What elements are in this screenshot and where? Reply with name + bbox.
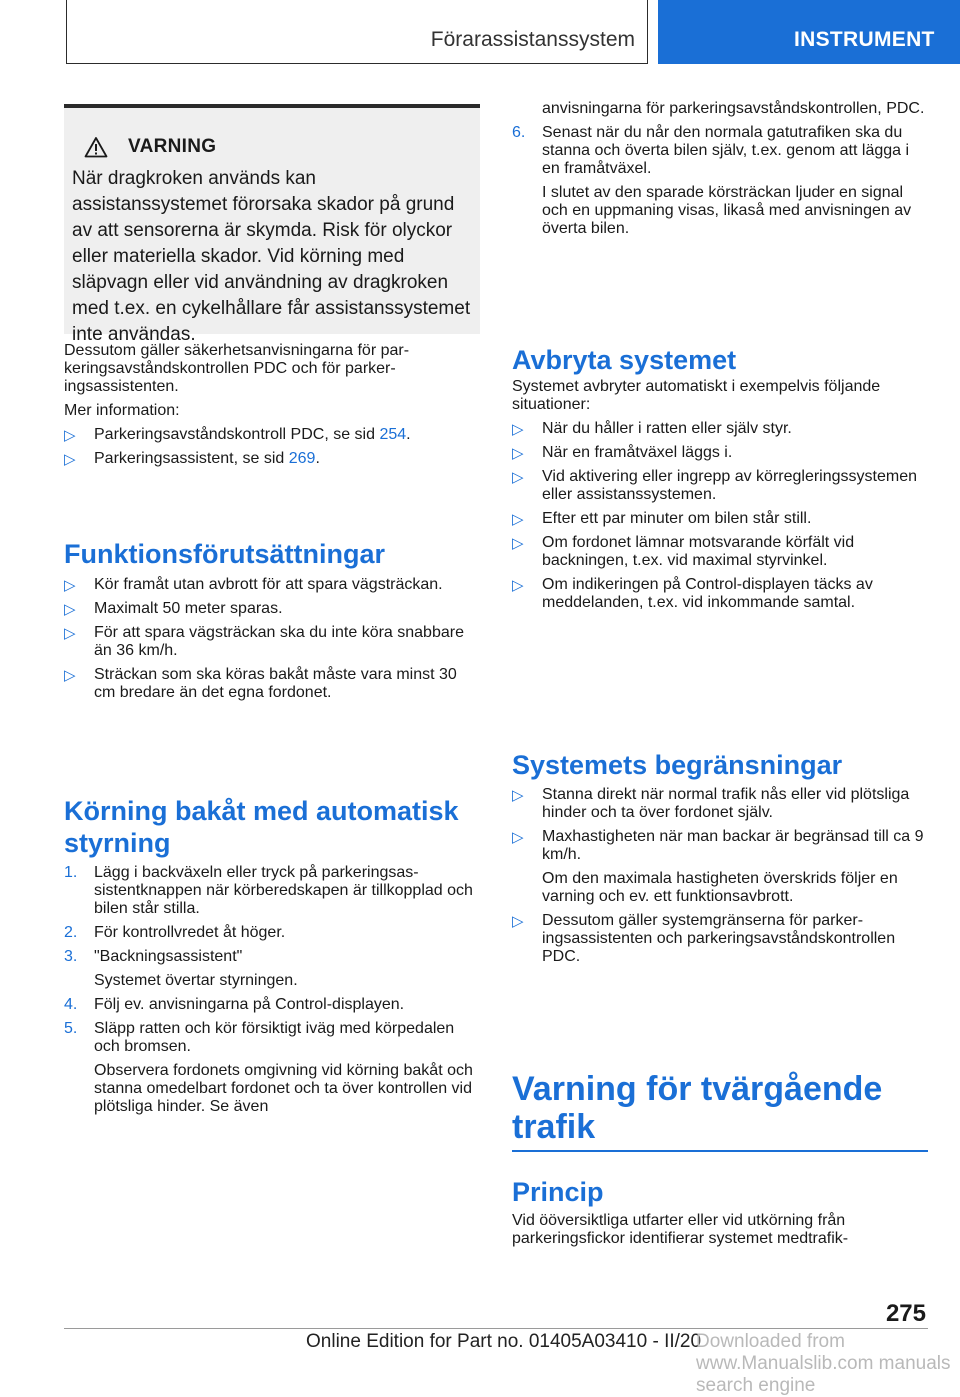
chapter-tab[interactable]: INSTRUMENT xyxy=(658,0,960,64)
triangle-right-outline-icon: ▷ xyxy=(64,667,76,684)
triangle-right-outline-icon: ▷ xyxy=(64,427,76,444)
triangle-right-outline-icon: ▷ xyxy=(512,445,524,462)
list-item: ▷ Om indikeringen på Control-displayen täcks av meddelanden, t.ex. vid inkommande samtal. xyxy=(512,576,873,611)
functions-list xyxy=(64,570,482,702)
list-item: ▷ Sträckan som ska köras bakåt måste vara minst 30 cm bredare än det egna fordonet. xyxy=(64,666,457,701)
steps-list xyxy=(64,858,482,1116)
list-item: ▷ När du håller i ratten eller själv styr. xyxy=(512,420,792,438)
triangle-right-outline-icon: ▷ xyxy=(64,601,76,618)
triangle-right-outline-icon: ▷ xyxy=(64,625,76,642)
edition-text: Online Edition for Part no. 01405A03410 - II/20 xyxy=(306,1331,702,1352)
header-box xyxy=(66,0,648,64)
page-number: 275 xyxy=(885,1300,926,1327)
list-item: ▷ Parkeringsavståndskontroll PDC, se sid 254. xyxy=(64,426,411,444)
warning-heading xyxy=(84,134,472,160)
triangle-right-outline-icon: ▷ xyxy=(512,787,524,804)
warning-box xyxy=(64,104,480,345)
more-info-label: Mer information: xyxy=(64,402,180,419)
warning-triangle-icon xyxy=(84,136,108,158)
list-item: ▷ Stanna direkt när normal trafik nås eller vid plötsliga hinder och ta över fordonet själv. xyxy=(512,786,910,821)
abort-block xyxy=(512,378,930,612)
triangle-right-outline-icon: ▷ xyxy=(512,421,524,438)
section-title: Förarassistanssystem xyxy=(430,28,635,51)
list-item: ▷ Vid aktivering eller ingrepp av körregleringssystemen eller assistanssystemen. xyxy=(512,468,917,503)
intro-paragraph: Dessutom gäller säkerhetsanvisningarna för parkeringsavståndskontrollen PDC och för parkeringsassistenten. xyxy=(64,342,410,395)
list-item: 4. Följ ev. anvisningarna på Control-displayen. xyxy=(64,996,405,1013)
list-item: ▷ Dessutom gäller systemgränserna för parkeringsassistenten och parkeringsavståndskontrollen PDC. xyxy=(512,912,896,965)
list-item: 3. "Backningsassistent" xyxy=(64,948,243,965)
list-item: 6. Senast när du når den normala gatutrafiken ska du stanna och överta bilen själv, t.ex. genom att lägga i en framåtväxel. xyxy=(512,124,910,177)
heading-limits: Systemets begränsningar xyxy=(512,750,843,780)
list-item: ▷ Kör framåt utan avbrott för att spara vägsträckan. xyxy=(64,576,443,594)
section-rule xyxy=(512,1150,928,1152)
heading-principle: Princip xyxy=(512,1177,604,1207)
footer-rule xyxy=(64,1328,928,1329)
triangle-right-outline-icon: ▷ xyxy=(64,451,76,468)
triangle-right-outline-icon: ▷ xyxy=(64,577,76,594)
heading-cross-traffic: Varning för tvärgående trafik xyxy=(512,1070,883,1146)
triangle-right-outline-icon: ▷ xyxy=(512,913,524,930)
warning-text: När dragkroken används kan assistanssystemet förorsaka skador på grund av att sensorerna är skymda. Risk för olyckor eller materiella skador. Vid körning med släpvagn eller vid användning av dragkroken med t.ex. en cykelhållare får assistanssystemet inte användas. xyxy=(72,168,471,345)
heading-abort: Avbryta systemet xyxy=(512,345,737,375)
warning-title: VARNING xyxy=(128,136,217,157)
list-item: ▷ Parkeringsassistent, se sid 269. xyxy=(64,450,320,468)
left-intro-block xyxy=(64,342,482,468)
list-item: ▷ Om fordonet lämnar motsvarande körfält vid backningen, t.ex. vid maximal styrvinkel. xyxy=(512,534,855,569)
triangle-right-outline-icon: ▷ xyxy=(512,469,524,486)
list-item: ▷ Efter ett par minuter om bilen står still. xyxy=(512,510,812,528)
abort-intro: Systemet avbryter automatiskt i exempelvis följande situationer: xyxy=(512,378,881,413)
step-note: I slutet av den sparade körsträckan ljuder en signal och en uppmaning visas, likaså med anvisningen av överta bilen. xyxy=(542,184,912,237)
heading-functions: Funktionsförutsättningar xyxy=(64,539,385,569)
principle-text: Vid ööversiktliga utfarter eller vid utkörning från parkeringsfickor identifierar systemet medtrafik- xyxy=(512,1212,849,1247)
limits-block xyxy=(512,780,930,966)
list-item: 1. Lägg i backväxeln eller tryck på parkeringsassistentknappen när körberedskapen är tillkopplad och bilen står stilla. xyxy=(64,864,473,917)
list-item: 2. För kontrollvredet åt höger. xyxy=(64,924,286,941)
right-top-block xyxy=(512,100,930,238)
triangle-right-outline-icon: ▷ xyxy=(512,535,524,552)
step-note: Systemet övertar styrningen. xyxy=(94,972,298,989)
watermark: Downloaded from www.Manualslib.com manuals search engine xyxy=(696,1331,951,1396)
step-note: Observera fordonets omgivning vid körning bakåt och stanna omedelbart fordonet och ta över kontrollen vid plötsliga hinder. Se även xyxy=(94,1062,473,1115)
triangle-right-outline-icon: ▷ xyxy=(512,829,524,846)
page-link[interactable]: 269 xyxy=(288,450,316,467)
heading-reverse-driving: Körning bakåt med automatisk styrning xyxy=(64,796,459,858)
continued-text: anvisningarna för parkeringsavståndskontrollen, PDC. xyxy=(542,100,925,117)
list-item: ▷ Maxhastigheten när man backar är begränsad till ca 9 km/h. xyxy=(512,828,924,863)
limit-note: Om den maximala hastigheten överskrids följer en varning och ev. ett funktionsavbrott. xyxy=(542,870,898,905)
list-item: 5. Släpp ratten och kör försiktigt iväg med körpedalen och bromsen. xyxy=(64,1020,455,1055)
triangle-right-outline-icon: ▷ xyxy=(512,577,524,594)
triangle-right-outline-icon: ▷ xyxy=(512,511,524,528)
page-link[interactable]: 254 xyxy=(379,426,407,443)
principle-block xyxy=(512,1212,930,1248)
list-item: ▷ När en framåtväxel läggs i. xyxy=(512,444,733,462)
list-item: ▷ För att spara vägsträckan ska du inte köra snabbare än 36 km/h. xyxy=(64,624,464,659)
list-item: ▷ Maximalt 50 meter sparas. xyxy=(64,600,283,618)
